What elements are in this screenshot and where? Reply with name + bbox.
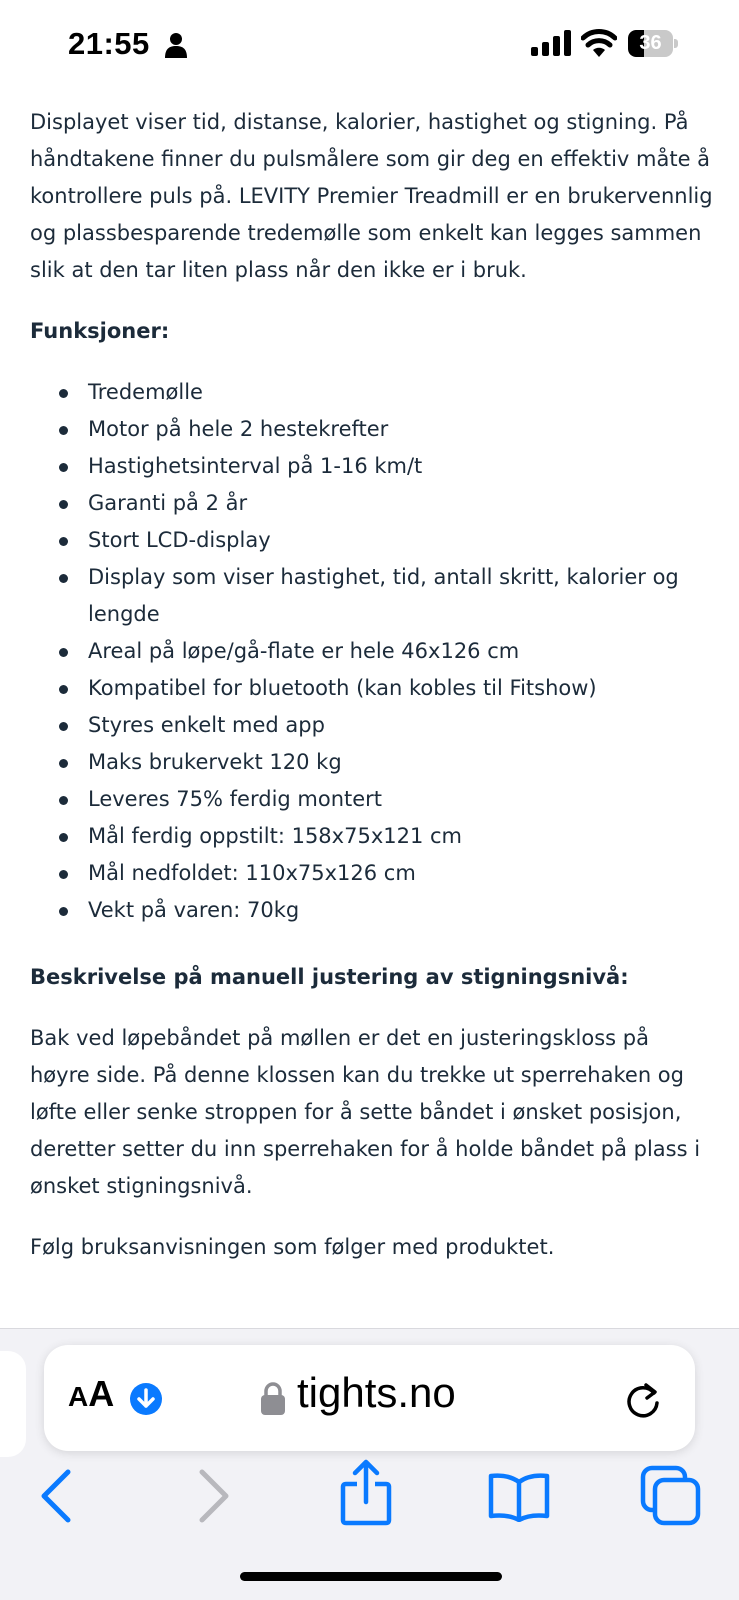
list-item: Display som viser hastighet, tid, antall skritt, kalorier og lengde xyxy=(30,559,714,633)
previous-tab-card[interactable] xyxy=(0,1351,26,1457)
back-icon[interactable] xyxy=(38,1468,74,1524)
list-item: Kompatibel for bluetooth (kan kobles til Fitshow) xyxy=(30,670,714,707)
person-icon xyxy=(165,32,187,58)
features-heading: Funksjoner: xyxy=(30,319,170,343)
list-item: Motor på hele 2 hestekrefter xyxy=(30,411,714,448)
wifi-icon xyxy=(581,29,617,57)
product-description xyxy=(30,104,714,1290)
status-time: 21:55 xyxy=(68,26,150,61)
list-item: Leveres 75% ferdig montert xyxy=(30,781,714,818)
list-item: Mål ferdig oppstilt: 158x75x121 cm xyxy=(30,818,714,855)
aa-large-label: A xyxy=(88,1373,115,1414)
intro-paragraph: Displayet viser tid, distanse, kalorier, hastighet og stigning. På håndtakene finner du pulsmålere som gir deg en effektiv måte å kontrollere puls på. LEVITY Premier Treadmill er en brukervennlig og plassbesparende tredemølle som enkelt kan legges sammen slik at den tar liten plass når den ikke er i bruk. xyxy=(30,110,713,282)
list-item: Garanti på 2 år xyxy=(30,485,714,522)
address-bar[interactable] xyxy=(44,1345,695,1451)
tabs-icon[interactable] xyxy=(640,1465,702,1527)
list-item: Maks brukervekt 120 kg xyxy=(30,744,714,781)
battery-icon xyxy=(628,30,678,57)
footer-note: Følg bruksanvisningen som følger med produktet. xyxy=(30,1235,555,1259)
list-item: Areal på løpe/gå-flate er hele 46x126 cm xyxy=(30,633,714,670)
list-item: Mål nedfoldet: 110x75x126 cm xyxy=(30,855,714,892)
list-item: Stort LCD-display xyxy=(30,522,714,559)
adjust-heading: Beskrivelse på manuell justering av stigningsnivå: xyxy=(30,965,629,989)
battery-level: 36 xyxy=(639,32,662,54)
download-icon[interactable] xyxy=(130,1383,162,1415)
list-item: Vekt på varen: 70kg xyxy=(30,892,714,929)
forward-icon[interactable] xyxy=(196,1468,232,1524)
signal-icon xyxy=(531,30,571,56)
url-text[interactable]: tights.no xyxy=(297,1369,456,1416)
list-item: Hastighetsinterval på 1-16 km/t xyxy=(30,448,714,485)
features-list xyxy=(30,374,714,929)
reload-icon[interactable] xyxy=(624,1379,662,1419)
home-indicator[interactable] xyxy=(240,1572,502,1581)
list-item: Tredemølle xyxy=(30,374,714,411)
bookmarks-icon[interactable] xyxy=(488,1472,550,1522)
status-bar xyxy=(0,0,739,88)
lock-icon xyxy=(260,1381,286,1415)
list-item: Styres enkelt med app xyxy=(30,707,714,744)
aa-small-label: A xyxy=(68,1381,89,1412)
page-settings-button[interactable] xyxy=(68,1373,114,1423)
adjust-paragraph: Bak ved løpebåndet på møllen er det en justeringskloss på høyre side. På denne klossen kan du trekke ut sperrehaken og løfte eller senke stroppen for å sette båndet i ønsket posisjon, deretter setter du inn sperrehaken for å holde båndet på plass i ønsket stigningsnivå. xyxy=(30,1026,701,1198)
share-icon[interactable] xyxy=(340,1458,392,1526)
